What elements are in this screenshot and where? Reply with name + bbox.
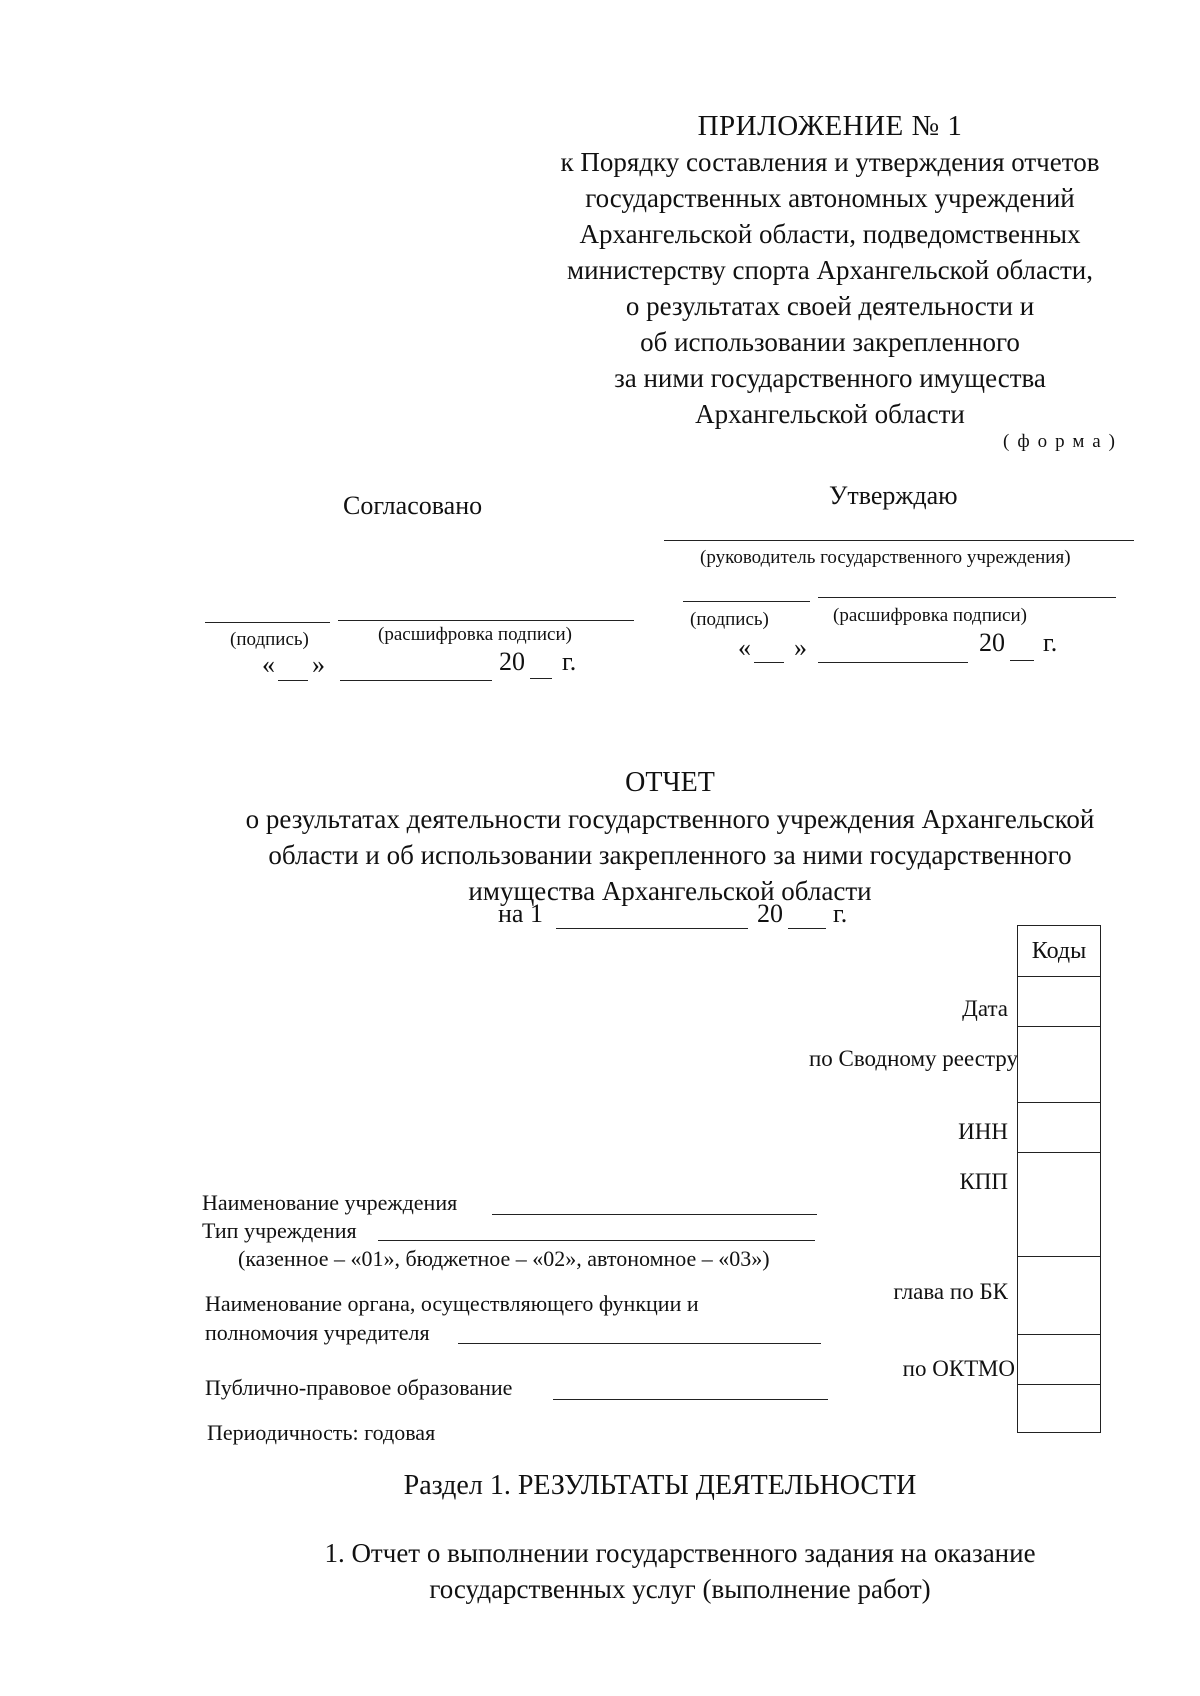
approve-date-year: 20 <box>979 628 1005 657</box>
code-cell-registry[interactable] <box>1018 1026 1100 1103</box>
appendix-line: о результатах своей деятельности и <box>625 291 1035 321</box>
approve-date-close: » <box>794 633 807 662</box>
section-item-line2: государственных услуг (выполнение работ) <box>429 1574 931 1604</box>
public-entity-line[interactable] <box>553 1399 828 1400</box>
code-label-budget-chapter: глава по БК <box>893 1279 1008 1304</box>
approve-decode-line[interactable] <box>818 597 1116 598</box>
agreed-year-line[interactable] <box>530 678 552 679</box>
approve-month-line[interactable] <box>818 662 968 663</box>
public-entity-label: Публично-правовое образование <box>205 1375 513 1400</box>
agreed-signature-line[interactable] <box>205 622 330 623</box>
report-header <box>210 765 1130 909</box>
approve-title: Утверждаю <box>829 481 958 510</box>
code-cell-budget-chapter[interactable] <box>1018 1256 1100 1335</box>
approve-decode-caption: (расшифровка подписи) <box>833 605 1027 626</box>
section-item-line1: 1. Отчет о выполнении государственного задания на оказание <box>324 1538 1036 1568</box>
agreed-signature-caption: (подпись) <box>230 629 309 650</box>
form-note: (форма) <box>1003 431 1124 452</box>
appendix-title: ПРИЛОЖЕНИЕ № 1 <box>697 110 963 142</box>
code-cell-kpp[interactable] <box>1018 1152 1100 1257</box>
agreed-decode-line[interactable] <box>338 620 634 621</box>
appendix-line: об использовании закрепленного <box>640 327 1020 357</box>
institution-type-hint: (казенное – «01», бюджетное – «02», автономное – «03») <box>238 1246 770 1271</box>
section-item <box>230 1535 1130 1607</box>
report-subtitle-line: имущества Архангельской области <box>468 876 872 906</box>
code-label-kpp: КПП <box>959 1169 1008 1194</box>
code-cell-date[interactable] <box>1018 976 1100 1027</box>
agreed-decode-caption: (расшифровка подписи) <box>378 624 572 645</box>
approve-head-line[interactable] <box>664 540 1134 541</box>
report-subtitle-line: о результатах деятельности государственного учреждения Архангельской <box>245 804 1095 834</box>
institution-name-line[interactable] <box>492 1214 817 1215</box>
code-label-date: Дата <box>962 996 1008 1021</box>
report-month-line[interactable] <box>556 928 748 929</box>
code-cell-extra[interactable] <box>1018 1384 1100 1432</box>
agreed-date-close: » <box>312 650 325 679</box>
report-date-year: 20 <box>757 899 783 928</box>
appendix-line: министерству спорта Архангельской области, <box>567 255 1093 285</box>
founder-label-line1: Наименование органа, осуществляющего функции и <box>205 1291 699 1316</box>
section-title: Раздел 1. РЕЗУЛЬТАТЫ ДЕЯТЕЛЬНОСТИ <box>403 1470 917 1501</box>
agreed-date-year: 20 <box>499 647 525 676</box>
code-label-inn: ИНН <box>958 1119 1008 1144</box>
approve-signature-caption: (подпись) <box>690 609 769 630</box>
appendix-line: государственных автономных учреждений <box>585 183 1075 213</box>
report-year-line[interactable] <box>788 928 826 929</box>
code-cell-oktmo[interactable] <box>1018 1334 1100 1385</box>
report-title: ОТЧЕТ <box>625 767 715 798</box>
code-label-registry: по Сводному реестру <box>808 1046 1018 1071</box>
agreed-title: Согласовано <box>343 491 483 520</box>
institution-name-label: Наименование учреждения <box>202 1190 458 1215</box>
agreed-date-open: « <box>262 650 275 679</box>
institution-type-label: Тип учреждения <box>202 1218 357 1243</box>
approve-head-caption: (руководитель государственного учреждения) <box>700 547 1071 568</box>
approve-date-open: « <box>738 633 751 662</box>
agreed-month-line[interactable] <box>340 680 492 681</box>
report-subtitle-line: области и об использовании закрепленного за ними государственного <box>268 840 1072 870</box>
report-date-suffix: г. <box>833 899 848 928</box>
appendix-line: Архангельской области, подведомственных <box>579 219 1081 249</box>
codes-header: Коды <box>1018 926 1100 977</box>
appendix-header <box>520 108 1140 432</box>
agreed-day-line[interactable] <box>278 680 308 681</box>
approve-day-line[interactable] <box>754 662 784 663</box>
report-date-prefix: на 1 <box>498 899 543 928</box>
founder-label-line2: полномочия учредителя <box>205 1320 430 1345</box>
approve-year-line[interactable] <box>1010 660 1034 661</box>
institution-type-line[interactable] <box>378 1240 815 1241</box>
approve-date-suffix: г. <box>1043 628 1058 657</box>
code-cell-inn[interactable] <box>1018 1102 1100 1153</box>
approve-signature-line[interactable] <box>683 601 810 602</box>
agreed-date-suffix: г. <box>562 647 577 676</box>
appendix-line: к Порядку составления и утверждения отчетов <box>560 147 1100 177</box>
periodicity-label: Периодичность: годовая <box>207 1420 436 1445</box>
code-label-oktmo: по ОКТМО <box>902 1356 1015 1381</box>
codes-table <box>1017 925 1101 1433</box>
appendix-line: Архангельской области <box>695 399 965 429</box>
appendix-line: за ними государственного имущества <box>614 363 1046 393</box>
founder-line[interactable] <box>458 1343 821 1344</box>
